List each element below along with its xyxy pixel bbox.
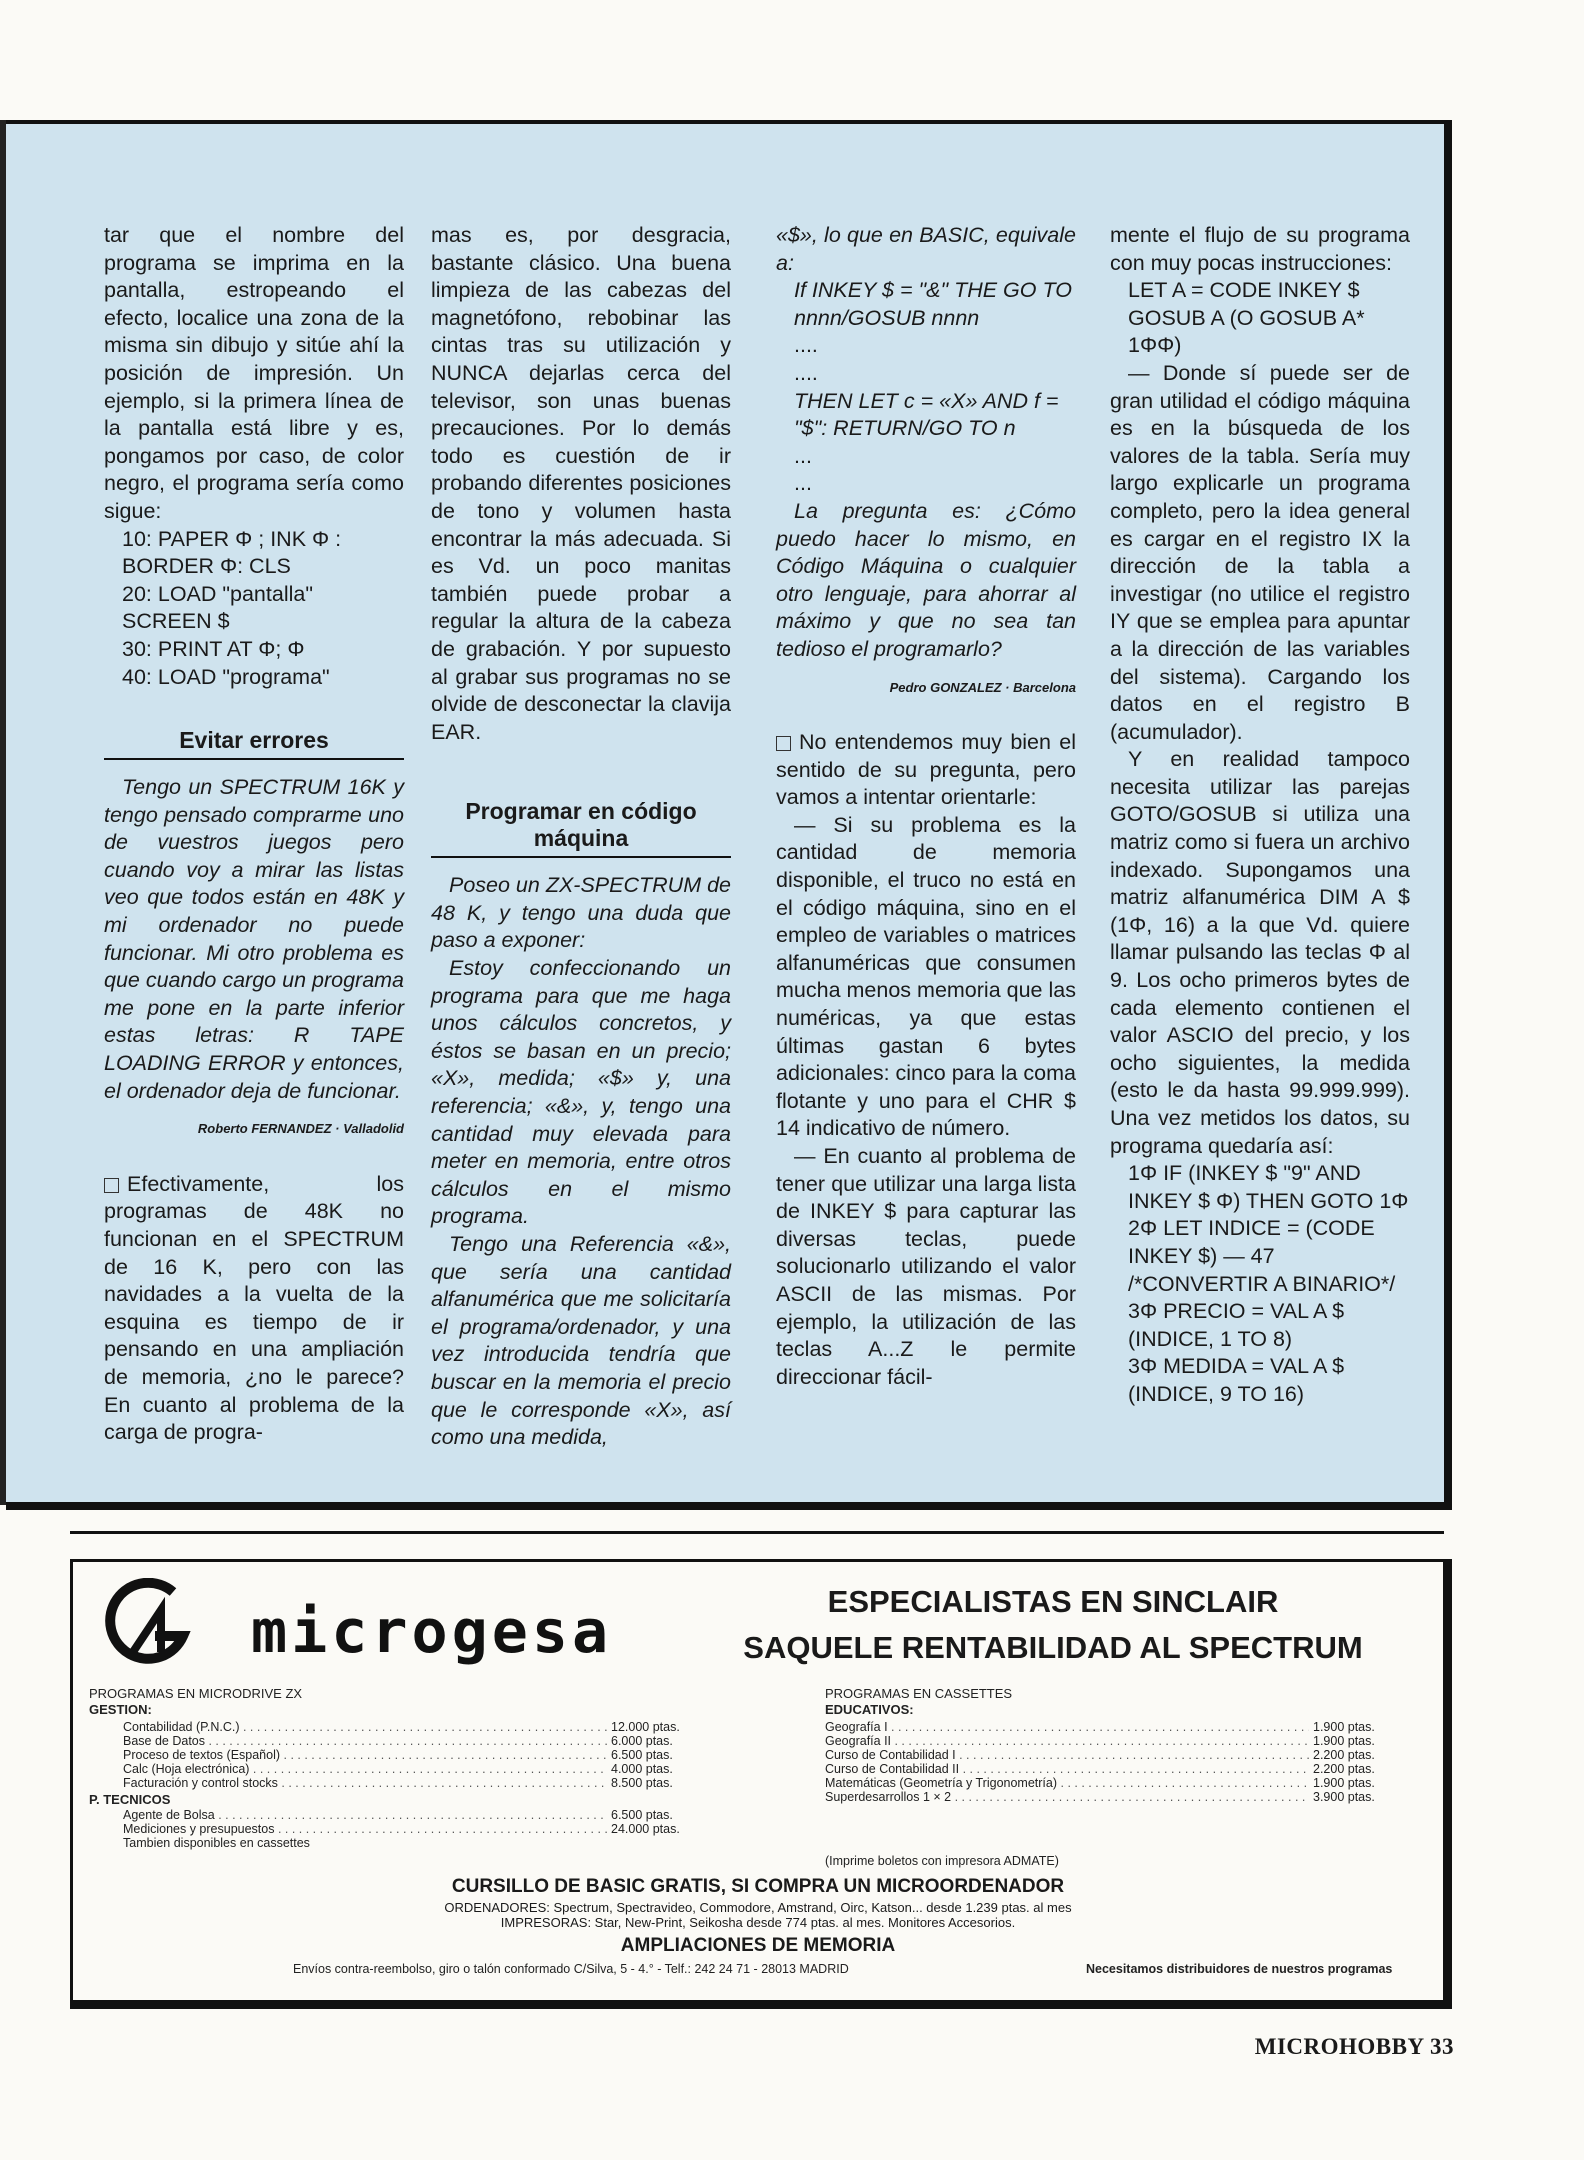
code-line: 30: PRINT AT Φ; Φ bbox=[122, 636, 305, 661]
reader-signature: Roberto FERNANDEZ · Valladolid bbox=[197, 1121, 404, 1137]
price-value: 8.500 ptas. bbox=[611, 1776, 673, 1790]
gestion-subtitle: GESTION: bbox=[89, 1702, 152, 1717]
answer-box-icon bbox=[776, 736, 791, 751]
price-label: Contabilidad (P.N.C.) . . . bbox=[123, 1720, 607, 1734]
page-number: 33 bbox=[1430, 2034, 1454, 2059]
price-label: Matemáticas (Geometría y Trigonometría) . . . bbox=[825, 1776, 1309, 1790]
price-value: 1.900 ptas. bbox=[1313, 1734, 1375, 1748]
code-line: LET A = CODE INKEY $ bbox=[1128, 278, 1360, 303]
price-value: 6.500 ptas. bbox=[611, 1808, 673, 1822]
price-row bbox=[123, 1734, 693, 1748]
answer-text: Y en realidad tampoco necesita utilizar las parejas GOTO/GOSUB si utiliza una matriz como si fuera un archivo indexado. Supongamos una matriz alfanumérica DIM A $ (1Φ, 16) a la que Vd. quiere llamar pulsando las teclas Φ al 9. Los ocho primeros bytes de cada elemento contienen el valor ASCIO del precio, y los ocho siguientes, la medida (esto le da hasta 99.999.999). Una vez metidos los datos, su programa quedaría así: bbox=[1110, 747, 1410, 1158]
envios-line: Envíos contra-reembolso, giro o talón conformado C/Silva, 5 - 4.° - Telf.: 242 24 71 - 28013 MADRID bbox=[293, 1962, 849, 1976]
code-line: THEN LET c = «X» AND f = "$": RETURN/GO TO n bbox=[794, 388, 1059, 441]
price-value: 6.500 ptas. bbox=[611, 1748, 673, 1762]
price-label: Curso de Contabilidad II . . . bbox=[825, 1762, 1309, 1776]
left-note: Tambien disponibles en cassettes bbox=[123, 1836, 310, 1850]
code-dots: ... bbox=[794, 471, 812, 496]
code-line: 10: PAPER Φ ; INK Φ : BORDER Φ: CLS bbox=[122, 526, 342, 579]
microgesa-logo-icon bbox=[103, 1578, 195, 1670]
microgesa-advertisement bbox=[70, 1559, 1452, 2009]
cursillo-offer: CURSILLO DE BASIC GRATIS, SI COMPRA UN MICROORDENADOR bbox=[451, 1876, 1065, 1897]
price-row bbox=[825, 1720, 1395, 1734]
price-label: Curso de Contabilidad I . . . bbox=[825, 1748, 1309, 1762]
ad-headline: ESPECIALISTAS EN SINCLAIR bbox=[827, 1584, 1279, 1619]
col2-text: mas es, por desgracia, bastante clásico. Una buena limpieza de las cabezas del magnetófono, rebobinar las cintas tras su utilización y NUNCA dejarlas cerca del televisor, son unas buenas precauciones. Por lo demás todo es cuestión de ir probando diferentes posiciones de tono y volumen hasta encontrar la más adecuada. Si es Vd. un poco manitas también puede probar a regular la altura de la cabeza de grabación. Y por supuesto al grabar sus programas no se olvide de desconectar la clavija EAR. bbox=[431, 223, 731, 744]
price-label: Superdesarrollos 1 × 2 . . . bbox=[825, 1790, 1309, 1804]
price-row bbox=[825, 1762, 1395, 1776]
left-title: PROGRAMAS EN MICRODRIVE ZX bbox=[89, 1686, 303, 1701]
price-label: Agente de Bolsa . . . bbox=[123, 1808, 607, 1822]
distribuidores-line: Necesitamos distribuidores de nuestros programas bbox=[1086, 1962, 1393, 1976]
code-dots: ... bbox=[794, 443, 812, 468]
column-2 bbox=[431, 222, 731, 1452]
answer-text: No entendemos muy bien el sentido de su pregunta, pero vamos a intentar orientarle: bbox=[776, 730, 1076, 810]
answer-text: Efectivamente, los programas de 48K no funcionan en el SPECTRUM de 16 K, pero con las navidades a la vuelta de la esquina es tiempo de ir pensando en una ampliación de memoria, ¿no le parece? En cuanto al problema de la carga de progra- bbox=[104, 1171, 404, 1445]
code-dots: .... bbox=[794, 333, 818, 358]
price-value: 2.200 ptas. bbox=[1313, 1762, 1375, 1776]
gestion-list bbox=[123, 1720, 693, 1790]
brand-wordmark: microgesa bbox=[251, 1597, 613, 1667]
column-1 bbox=[104, 222, 404, 1447]
price-row bbox=[123, 1748, 693, 1762]
price-label: Geografía I . . . bbox=[825, 1720, 1309, 1734]
price-row bbox=[123, 1720, 693, 1734]
col1-intro: tar que el nombre del programa se imprima en la pantalla, estropeando el efecto, localice una zona de la misma sin dibujo y sitúe ahí la posición de impresión. Un ejemplo, si la primera línea de la pantalla está libre y es, pongamos por caso, de color negro, el programa sería como sigue: bbox=[104, 223, 404, 523]
answer-text: mente el flujo de su programa con muy pocas instrucciones: bbox=[1110, 223, 1410, 275]
ampliaciones-line: AMPLIACIONES DE MEMORIA bbox=[620, 1935, 896, 1956]
reader-question: La pregunta es: ¿Cómo puedo hacer lo mismo, en Código Máquina o cualquier otro lenguaje, para ahorrar al máximo y que no sea tan tedioso el programarlo? bbox=[776, 498, 1076, 661]
price-label: Proceso de textos (Español) . . . bbox=[123, 1748, 607, 1762]
code-line: 3Φ MEDIDA = VAL A $ (INDICE, 9 TO 16) bbox=[1128, 1354, 1345, 1406]
reader-question: Tengo una Referencia «&», que sería una cantidad alfanumérica que me solicitaría el programa/ordenador, y una vez introducida tendría que buscar en la memoria el precio que le corresponde «X», así como una medida, bbox=[431, 1232, 731, 1450]
price-value: 12.000 ptas. bbox=[611, 1720, 680, 1734]
price-row bbox=[825, 1790, 1395, 1804]
right-note: (Imprime boletos con impresora ADMATE) bbox=[825, 1854, 1059, 1868]
price-label: Geografía II . . . bbox=[825, 1734, 1309, 1748]
price-label: Base de Datos . . . bbox=[123, 1734, 607, 1748]
price-row bbox=[825, 1776, 1395, 1790]
code-dots: .... bbox=[794, 360, 818, 385]
price-label: Mediciones y presupuestos . . . bbox=[123, 1822, 607, 1836]
column-4 bbox=[1110, 222, 1410, 1409]
code-line: 3Φ PRECIO = VAL A $ (INDICE, 1 TO 8) bbox=[1128, 1299, 1345, 1351]
reader-question: Estoy confeccionando un programa para que me haga unos cálculos concretos, y éstos se basan en un precio; «X», medida; «$» y, una referencia; «&», y, tengo una cantidad muy elevada para meter en memoria, entre otros cálculos en el mismo programa. bbox=[431, 956, 731, 1229]
price-value: 24.000 ptas. bbox=[611, 1822, 680, 1836]
tecnicos-subtitle: P. TECNICOS bbox=[89, 1792, 171, 1807]
reader-signature: Pedro GONZALEZ · Barcelona bbox=[889, 679, 1076, 695]
price-row bbox=[123, 1822, 693, 1836]
answer-text: — Si su problema es la cantidad de memoria disponible, el truco no está en el código máquina, sino en el empleo de variables o matrices alfanuméricas que consumen mucha menos memoria que las numéricas, ya que estas últimas gastan 6 bytes adicionales: cinco para la coma flotante y uno para el CHR $ 14 indicativo de número. bbox=[776, 812, 1076, 1141]
answer-box-icon bbox=[104, 1178, 119, 1193]
reader-question: «$», lo que en BASIC, equivale a: bbox=[776, 223, 1076, 275]
reader-question: Poseo un ZX-SPECTRUM de 48 K, y tengo una duda que paso a exponer: bbox=[431, 873, 731, 953]
section-heading-evitar-errores: Evitar errores bbox=[104, 727, 404, 760]
column-3 bbox=[776, 222, 1076, 1391]
code-line: If INKEY $ = "&" THE GO TO nnnn/GOSUB nnnn bbox=[794, 278, 1072, 330]
code-line: 2Φ LET INDICE = (CODE INKEY $) — 47 /*CONVERTIR A BINARIO*/ bbox=[1128, 1216, 1396, 1296]
price-row bbox=[123, 1808, 693, 1822]
price-value: 2.200 ptas. bbox=[1313, 1748, 1375, 1762]
price-row bbox=[123, 1776, 693, 1790]
price-row bbox=[825, 1734, 1395, 1748]
price-value: 4.000 ptas. bbox=[611, 1762, 673, 1776]
ordenadores-line: ORDENADORES: Spectrum, Spectravideo, Commodore, Amstrand, Oirc, Katson... desde 1.239 ptas. al mes bbox=[444, 1900, 1072, 1915]
code-line: 40: LOAD "programa" bbox=[122, 664, 330, 689]
price-row bbox=[825, 1748, 1395, 1762]
ad-headline: SAQUELE RENTABILIDAD AL SPECTRUM bbox=[743, 1630, 1363, 1665]
tecnicos-list bbox=[123, 1808, 693, 1836]
answer-text: — Donde sí puede ser de gran utilidad el código máquina es en la búsqueda de los valores de la tabla. Sería muy largo explicarle un programa completo, pero la idea general es cargar en el registro IX la dirección de la tabla a investigar (no utilice el registro IY que se emplea para apuntar a la dirección de las variables del sistema). Cargando los datos en el registro B (acumulador). bbox=[1110, 360, 1410, 744]
educativos-list bbox=[825, 1720, 1395, 1804]
page-footer bbox=[1255, 2034, 1454, 2060]
right-title: PROGRAMAS EN CASSETTES bbox=[825, 1686, 1013, 1701]
code-line: 20: LOAD "pantalla" SCREEN $ bbox=[122, 581, 313, 634]
section-heading-codigo-maquina: Programar en código máquina bbox=[431, 798, 731, 858]
educativos-subtitle: EDUCATIVOS: bbox=[825, 1702, 914, 1717]
price-value: 1.900 ptas. bbox=[1313, 1720, 1375, 1734]
impresoras-line: IMPRESORAS: Star, New-Print, Seikosha desde 774 ptas. al mes. Monitores Accesorios. bbox=[500, 1915, 1016, 1930]
code-line: 1Φ IF (INKEY $ "9" AND INKEY $ Φ) THEN GOTO 1Φ bbox=[1128, 1161, 1409, 1213]
code-line: GOSUB A (O GOSUB A* 1ΦΦ) bbox=[1128, 305, 1365, 358]
price-label: Facturación y control stocks . . . bbox=[123, 1776, 607, 1790]
section-divider bbox=[70, 1531, 1444, 1534]
answer-text: — En cuanto al problema de tener que utilizar una larga lista de INKEY $ para capturar las diversas teclas, puede solucionarlo utilizando el valor ASCII de las mismas. Por ejemplo, la utilización de las teclas A...Z le permite direccionar fácil- bbox=[776, 1144, 1076, 1389]
price-label: Calc (Hoja electrónica) . . . bbox=[123, 1762, 607, 1776]
price-value: 1.900 ptas. bbox=[1313, 1776, 1375, 1790]
magazine-name: MICROHOBBY bbox=[1254, 2034, 1424, 2059]
price-value: 6.000 ptas. bbox=[611, 1734, 673, 1748]
reader-question: Tengo un SPECTRUM 16K y tengo pensado comprarme uno de vuestros juegos pero cuando voy a mirar las listas veo que todos están en 48K y mi ordenador no puede funcionar. Mi otro problema es que cuando cargo un programa me pone en la parte inferior estas letras: R TAPE LOADING ERROR y entonces, el ordenador deja de funcionar. bbox=[104, 775, 405, 1103]
price-row bbox=[123, 1762, 693, 1776]
price-value: 3.900 ptas. bbox=[1313, 1790, 1375, 1804]
